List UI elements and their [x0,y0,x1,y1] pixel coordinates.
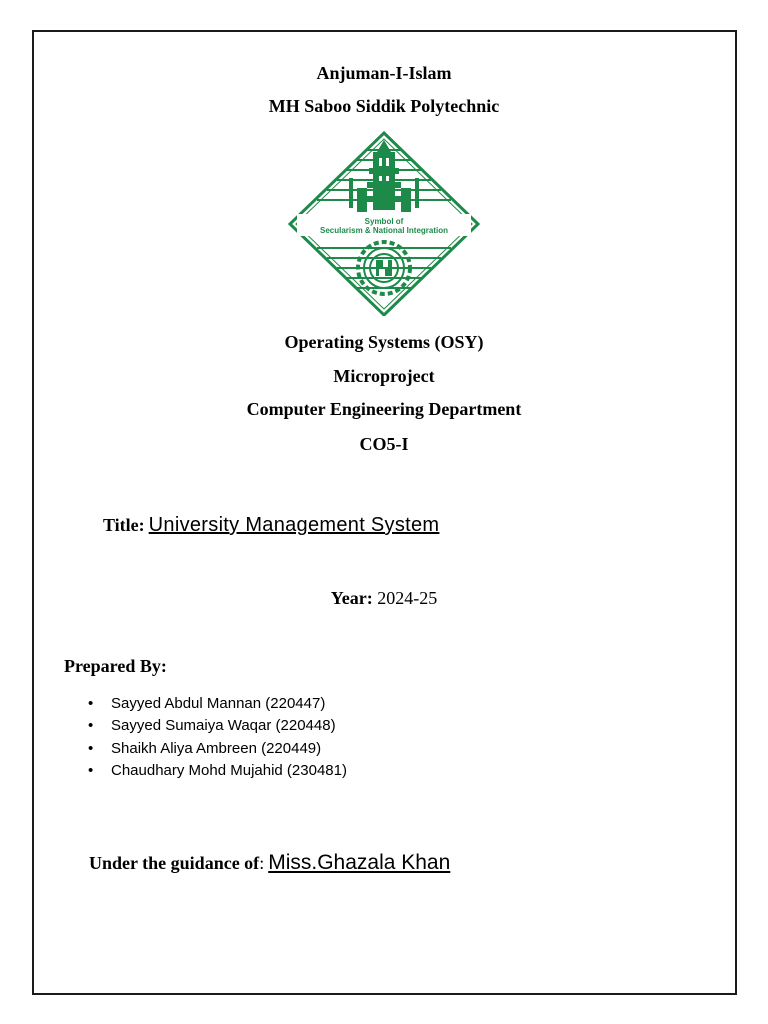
logo-text-1: Symbol of [364,217,404,226]
title-row [103,514,439,537]
guidance-row [89,851,450,875]
bullet-icon: • [88,717,94,735]
list-item [88,760,347,782]
list-item [88,738,347,760]
bullet-icon: • [88,695,94,712]
bullet-icon: • [88,739,94,757]
college-logo [287,130,481,316]
year-label: Year: [330,588,373,608]
title-value: University Management System [148,514,440,536]
college-name: MH Saboo Siddik Polytechnic [268,96,500,116]
institution-name: Anjuman-I-Islam [316,63,452,83]
guidance-colon: : [259,853,265,873]
logo-text-2: Secularism & National Integration [319,226,449,235]
guidance-label: Under the guidance of [89,853,260,873]
members-list [88,693,347,783]
class-name: CO5-I [359,434,409,454]
member-name: Sayyed Abdul Mannan (220447) [111,695,326,712]
guide-name: Miss.Ghazala Khan [268,851,451,874]
bullet-icon: • [88,762,94,780]
year-row [0,588,768,609]
subject-name: Operating Systems (OSY) [284,332,484,352]
member-name: Chaudhary Mohd Mujahid (230481) [111,762,347,780]
year-value: 2024-25 [377,588,438,608]
member-name: Sayyed Sumaiya Waqar (220448) [111,717,336,735]
member-name: Shaikh Aliya Ambreen (220449) [111,739,322,757]
list-item [88,715,347,737]
list-item [88,693,347,715]
department-name: Computer Engineering Department [246,399,522,419]
title-label: Title: [103,515,145,535]
prepared-by-label: Prepared By: [64,656,167,676]
project-type: Microproject [333,366,435,386]
